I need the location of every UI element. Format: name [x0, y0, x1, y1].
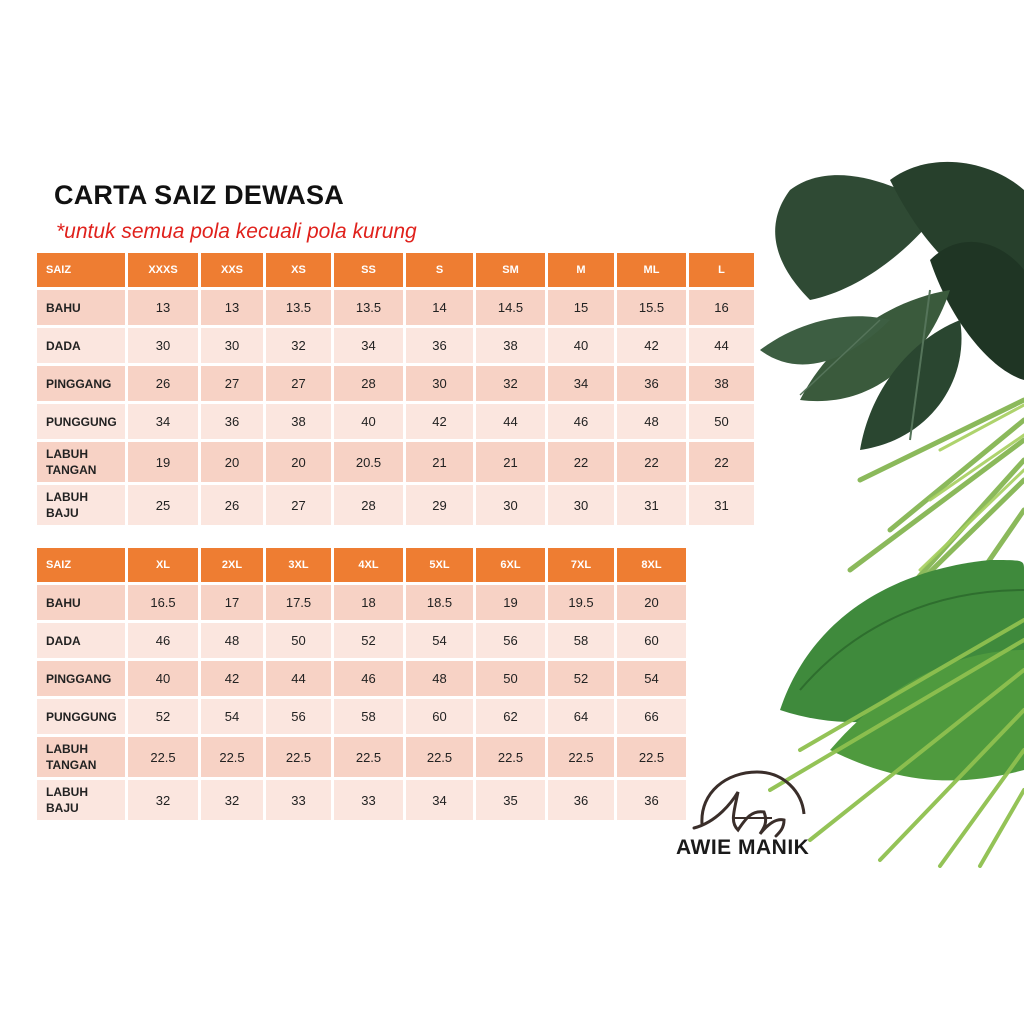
size-column-header: SS	[334, 253, 403, 287]
measurement-label-line: DADA	[46, 633, 81, 648]
measurement-value: 26	[201, 485, 263, 525]
size-column-header: XS	[266, 253, 331, 287]
measurement-value: 28	[334, 366, 403, 401]
measurement-value: 48	[617, 404, 686, 439]
measurement-value: 31	[689, 485, 754, 525]
measurement-label-line: DADA	[46, 338, 81, 353]
measurement-value: 19	[476, 585, 545, 620]
measurement-value: 19.5	[548, 585, 614, 620]
measurement-value: 35	[476, 780, 545, 820]
table-row	[37, 404, 754, 439]
measurement-value: 54	[617, 661, 686, 696]
measurement-label	[37, 737, 125, 777]
measurement-value: 22.5	[548, 737, 614, 777]
measurement-label-line: PUNGGUNG	[46, 709, 117, 724]
measurement-label-line: LABUH	[46, 785, 88, 799]
measurement-value: 50	[476, 661, 545, 696]
measurement-value: 46	[548, 404, 614, 439]
table-row	[37, 780, 686, 820]
size-column-header: M	[548, 253, 614, 287]
measurement-value: 50	[689, 404, 754, 439]
size-column-header: 8XL	[617, 548, 686, 582]
measurement-label-line: LABUH	[46, 490, 88, 504]
measurement-value: 22	[548, 442, 614, 482]
measurement-value: 30	[476, 485, 545, 525]
measurement-value: 38	[476, 328, 545, 363]
measurement-label-line: BAHU	[46, 595, 81, 610]
measurement-value: 17	[201, 585, 263, 620]
measurement-value: 42	[406, 404, 473, 439]
size-column-header: 6XL	[476, 548, 545, 582]
size-chart-table-1	[34, 250, 757, 528]
measurement-value: 44	[476, 404, 545, 439]
measurement-value: 20.5	[334, 442, 403, 482]
measurement-value: 22.5	[201, 737, 263, 777]
measurement-value: 56	[476, 623, 545, 658]
table-row	[37, 290, 754, 325]
table-header-row	[37, 253, 754, 287]
page-subtitle: *untuk semua pola kecuali pola kurung	[56, 220, 417, 243]
column-header-label: SAIZ	[37, 548, 125, 582]
measurement-value: 54	[201, 699, 263, 734]
measurement-value: 66	[617, 699, 686, 734]
measurement-value: 46	[128, 623, 198, 658]
measurement-label	[37, 623, 125, 658]
measurement-value: 34	[406, 780, 473, 820]
measurement-value: 52	[334, 623, 403, 658]
size-column-header: XXS	[201, 253, 263, 287]
measurement-value: 22.5	[406, 737, 473, 777]
measurement-value: 14	[406, 290, 473, 325]
measurement-value: 33	[266, 780, 331, 820]
table-row	[37, 585, 686, 620]
table-row	[37, 366, 754, 401]
measurement-value: 15	[548, 290, 614, 325]
measurement-value: 62	[476, 699, 545, 734]
size-chart-table-2	[34, 545, 689, 823]
measurement-label	[37, 442, 125, 482]
measurement-value: 22	[617, 442, 686, 482]
measurement-label	[37, 485, 125, 525]
measurement-value: 17.5	[266, 585, 331, 620]
table-row	[37, 623, 686, 658]
measurement-value: 30	[548, 485, 614, 525]
measurement-value: 25	[128, 485, 198, 525]
measurement-value: 22.5	[266, 737, 331, 777]
size-column-header: 3XL	[266, 548, 331, 582]
measurement-value: 16	[689, 290, 754, 325]
measurement-label-line: BAJU	[46, 506, 79, 520]
measurement-value: 15.5	[617, 290, 686, 325]
measurement-value: 56	[266, 699, 331, 734]
size-column-header: XL	[128, 548, 198, 582]
measurement-label-line: LABUH	[46, 447, 88, 461]
measurement-value: 29	[406, 485, 473, 525]
measurement-value: 52	[128, 699, 198, 734]
measurement-label-line: TANGAN	[46, 758, 97, 772]
measurement-value: 36	[617, 366, 686, 401]
measurement-label	[37, 699, 125, 734]
measurement-value: 27	[201, 366, 263, 401]
measurement-value: 44	[689, 328, 754, 363]
measurement-value: 54	[406, 623, 473, 658]
measurement-value: 13	[201, 290, 263, 325]
measurement-value: 22.5	[334, 737, 403, 777]
measurement-value: 52	[548, 661, 614, 696]
measurement-value: 33	[334, 780, 403, 820]
measurement-label-line: BAJU	[46, 801, 79, 815]
table-row	[37, 699, 686, 734]
size-column-header: S	[406, 253, 473, 287]
size-column-header: 7XL	[548, 548, 614, 582]
measurement-value: 60	[406, 699, 473, 734]
measurement-value: 34	[128, 404, 198, 439]
measurement-value: 21	[476, 442, 545, 482]
brand-name: AWIE MANIK	[676, 836, 810, 859]
measurement-value: 26	[128, 366, 198, 401]
measurement-value: 28	[334, 485, 403, 525]
measurement-label-line: PINGGANG	[46, 671, 112, 686]
measurement-value: 40	[334, 404, 403, 439]
measurement-value: 22.5	[476, 737, 545, 777]
measurement-value: 27	[266, 366, 331, 401]
measurement-value: 42	[617, 328, 686, 363]
measurement-value: 48	[406, 661, 473, 696]
table-row	[37, 442, 754, 482]
measurement-value: 36	[617, 780, 686, 820]
size-column-header: XXXS	[128, 253, 198, 287]
measurement-value: 20	[201, 442, 263, 482]
measurement-value: 31	[617, 485, 686, 525]
measurement-value: 40	[128, 661, 198, 696]
measurement-value: 38	[689, 366, 754, 401]
measurement-value: 30	[406, 366, 473, 401]
measurement-value: 30	[128, 328, 198, 363]
measurement-label	[37, 404, 125, 439]
measurement-value: 27	[266, 485, 331, 525]
measurement-value: 14.5	[476, 290, 545, 325]
measurement-value: 18.5	[406, 585, 473, 620]
measurement-value: 32	[128, 780, 198, 820]
measurement-value: 34	[548, 366, 614, 401]
table-header-row	[37, 548, 686, 582]
table-row	[37, 661, 686, 696]
page-title: CARTA SAIZ DEWASA	[54, 180, 344, 210]
measurement-value: 60	[617, 623, 686, 658]
measurement-label	[37, 290, 125, 325]
measurement-label	[37, 780, 125, 820]
measurement-value: 32	[476, 366, 545, 401]
measurement-value: 36	[548, 780, 614, 820]
measurement-value: 30	[201, 328, 263, 363]
measurement-label-line: TANGAN	[46, 463, 97, 477]
measurement-value: 32	[266, 328, 331, 363]
measurement-label-line: PUNGGUNG	[46, 414, 117, 429]
measurement-label	[37, 366, 125, 401]
measurement-value: 46	[334, 661, 403, 696]
measurement-value: 64	[548, 699, 614, 734]
measurement-label-line: PINGGANG	[46, 376, 112, 391]
measurement-value: 18	[334, 585, 403, 620]
size-column-header: SM	[476, 253, 545, 287]
table-row	[37, 737, 686, 777]
measurement-label-line: LABUH	[46, 742, 88, 756]
measurement-value: 21	[406, 442, 473, 482]
measurement-value: 50	[266, 623, 331, 658]
measurement-value: 13	[128, 290, 198, 325]
size-column-header: 5XL	[406, 548, 473, 582]
measurement-value: 20	[617, 585, 686, 620]
size-column-header: L	[689, 253, 754, 287]
measurement-value: 42	[201, 661, 263, 696]
measurement-value: 44	[266, 661, 331, 696]
measurement-value: 13.5	[266, 290, 331, 325]
column-header-label: SAIZ	[37, 253, 125, 287]
measurement-value: 36	[406, 328, 473, 363]
measurement-value: 13.5	[334, 290, 403, 325]
measurement-value: 22.5	[617, 737, 686, 777]
measurement-value: 58	[334, 699, 403, 734]
measurement-value: 40	[548, 328, 614, 363]
table-row	[37, 485, 754, 525]
size-column-header: 4XL	[334, 548, 403, 582]
measurement-value: 20	[266, 442, 331, 482]
measurement-value: 48	[201, 623, 263, 658]
measurement-value: 22	[689, 442, 754, 482]
dark-leaves-icon	[760, 162, 1024, 450]
measurement-label	[37, 328, 125, 363]
measurement-value: 38	[266, 404, 331, 439]
size-column-header: 2XL	[201, 548, 263, 582]
measurement-label-line: BAHU	[46, 300, 81, 315]
measurement-value: 22.5	[128, 737, 198, 777]
measurement-value: 36	[201, 404, 263, 439]
measurement-value: 32	[201, 780, 263, 820]
measurement-label	[37, 661, 125, 696]
measurement-value: 34	[334, 328, 403, 363]
measurement-value: 19	[128, 442, 198, 482]
size-column-header: ML	[617, 253, 686, 287]
measurement-label	[37, 585, 125, 620]
table-row	[37, 328, 754, 363]
measurement-value: 16.5	[128, 585, 198, 620]
measurement-value: 58	[548, 623, 614, 658]
